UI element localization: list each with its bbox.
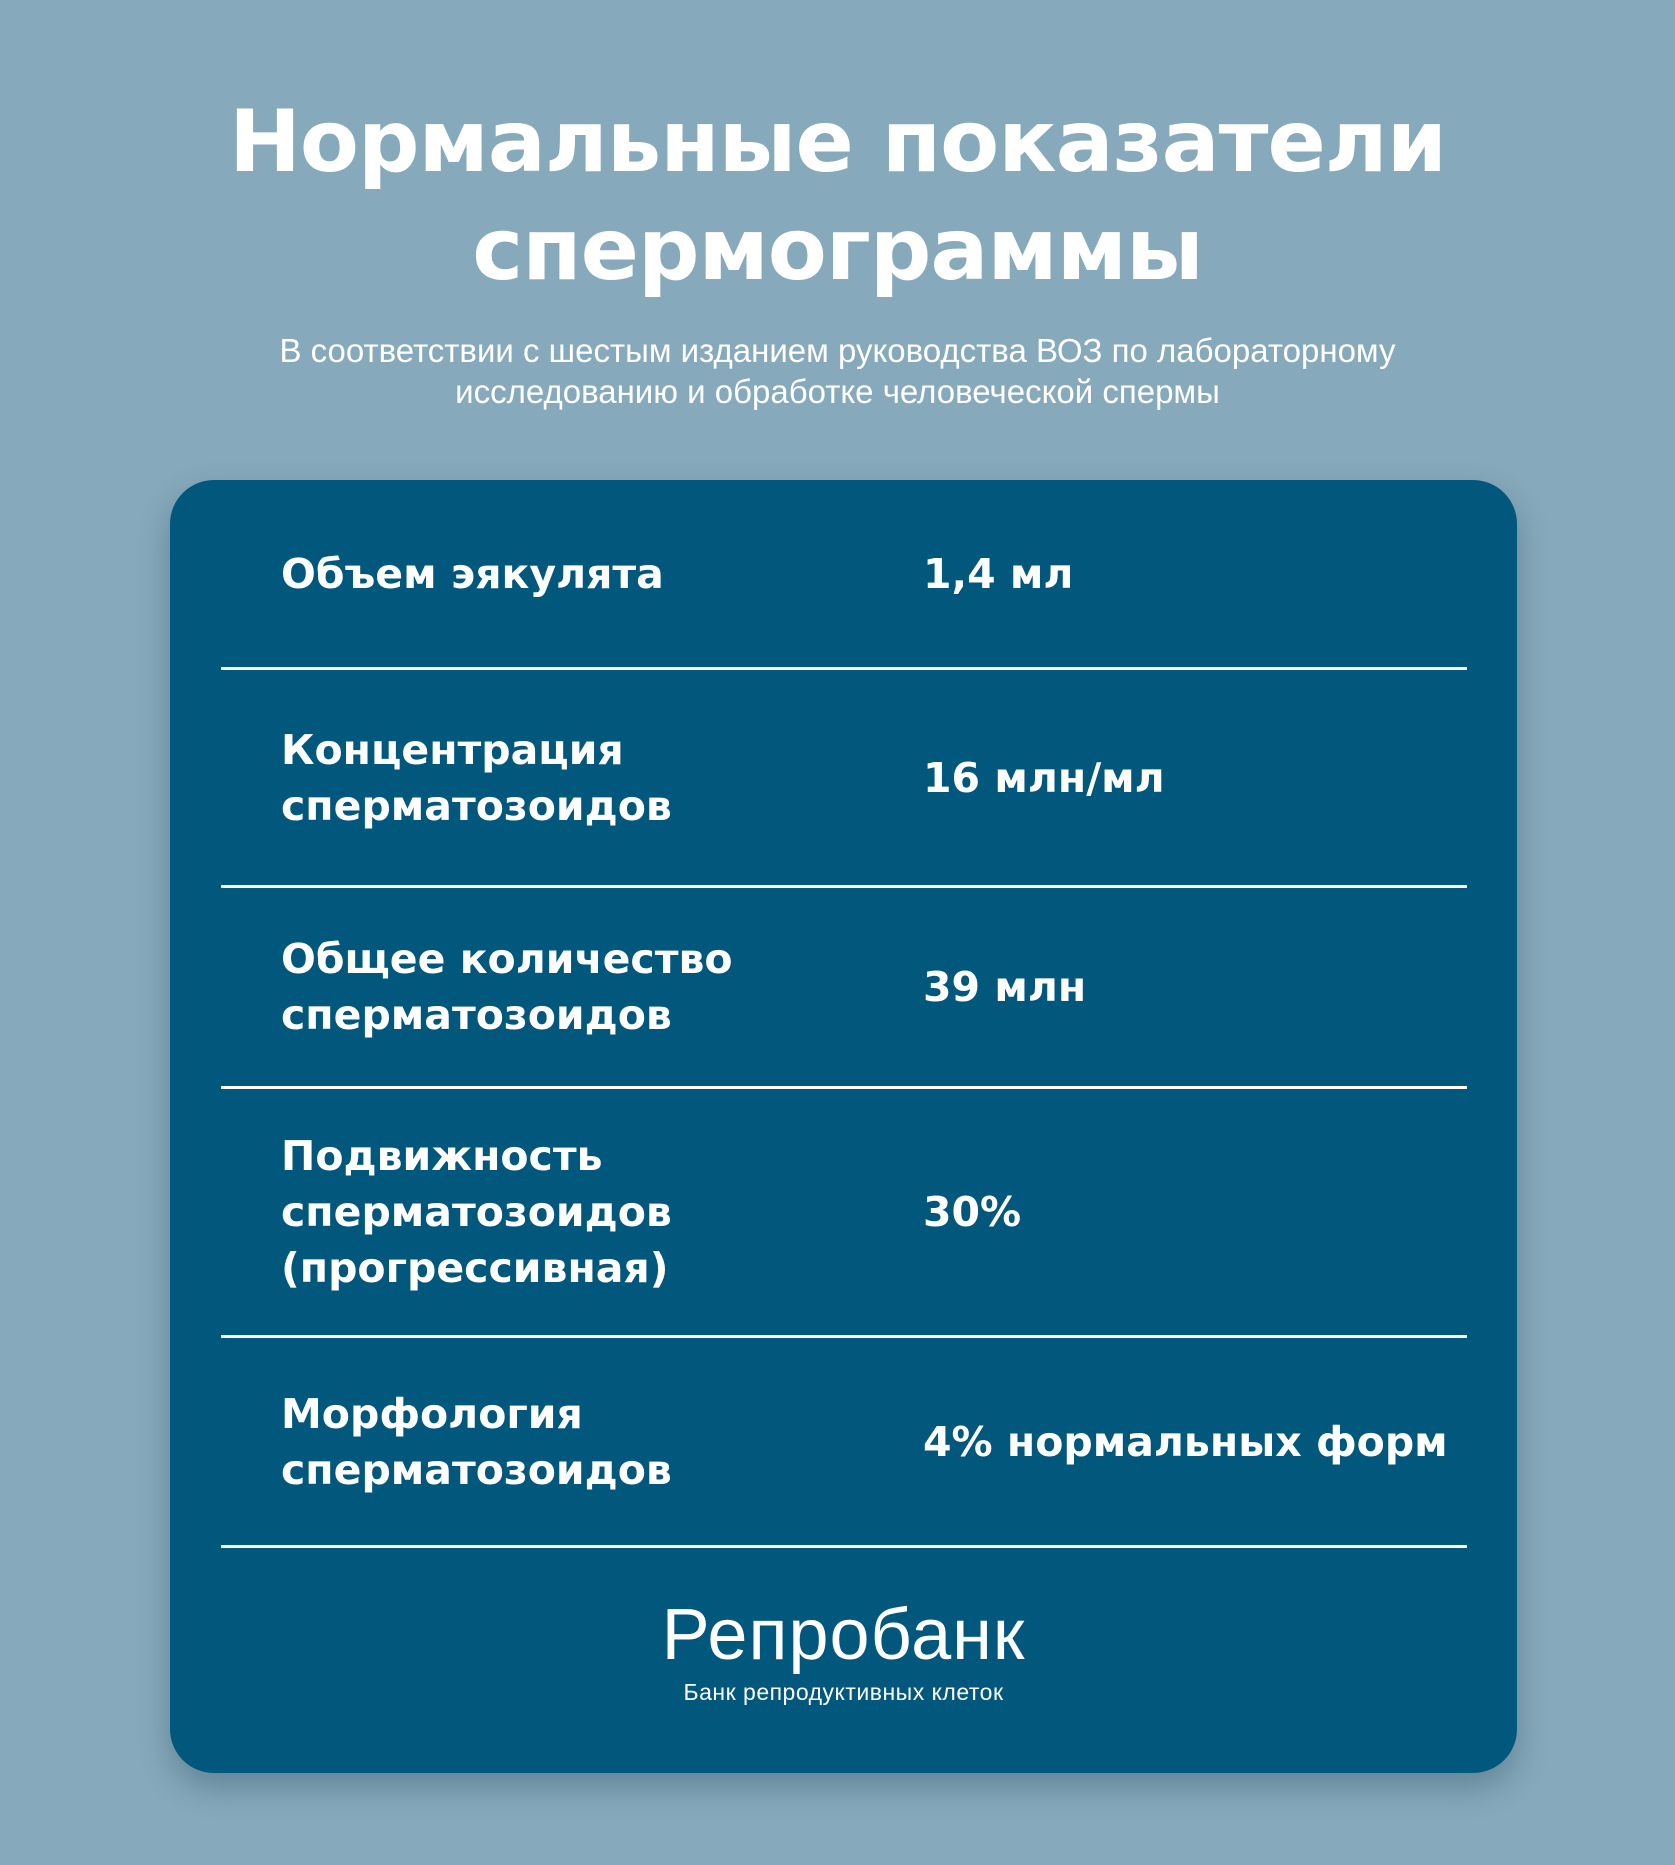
param-label: Подвижность сперматозоидов (прогрессивная) <box>281 1132 672 1292</box>
page-subtitle <box>0 330 1675 412</box>
table-row-concentration <box>221 670 1467 888</box>
param-label: Концентрация сперматозоидов <box>281 725 672 830</box>
param-value: 39 млн <box>923 963 1087 1011</box>
subtitle-line-1: В соответствии с шестым изданием руководства ВОЗ по лабораторному <box>279 332 1396 369</box>
param-value: 30% <box>923 1188 1022 1236</box>
table-row-total-count <box>221 888 1467 1089</box>
page-title: Нормальные показатели спермограммы <box>228 92 1447 300</box>
param-label: Объем эякулята <box>281 549 664 598</box>
table-row-motility <box>221 1089 1467 1338</box>
param-label: Морфология сперматозоидов <box>281 1389 672 1494</box>
param-value: 4% нормальных форм <box>923 1417 1448 1466</box>
param-value: 1,4 мл <box>923 549 1074 598</box>
brand-logo-name: Репробанк <box>661 1595 1026 1675</box>
norms-card <box>170 480 1517 1773</box>
subtitle-line-2: исследованию и обработке человеческой спермы <box>455 373 1220 410</box>
brand-tagline: Банк репродуктивных клеток <box>683 1679 1004 1705</box>
table-row-morphology <box>221 1338 1467 1548</box>
table-row-ejaculate-volume <box>221 480 1467 670</box>
param-label: Общее количество сперматозоидов <box>281 935 733 1039</box>
param-value: 16 млн/мл <box>923 753 1165 802</box>
